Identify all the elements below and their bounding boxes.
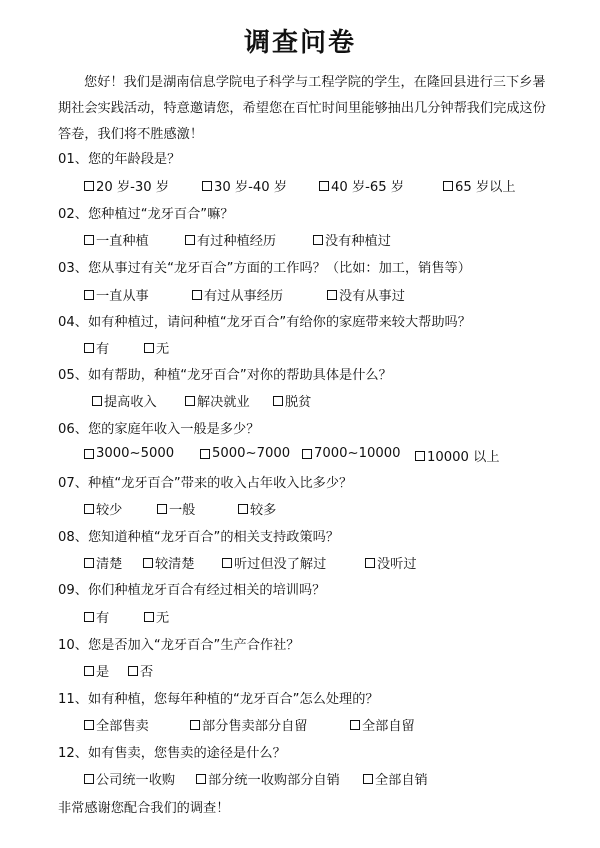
q1-option-3[interactable]: 40 岁-65 岁	[319, 176, 404, 195]
q11-option-1[interactable]: 全部售卖	[84, 715, 149, 734]
q10-option-2[interactable]: 否	[128, 661, 153, 680]
q5-option-1[interactable]: 提高收入	[92, 391, 157, 410]
q10-option-1[interactable]: 是	[84, 661, 109, 680]
checkbox-icon[interactable]	[238, 504, 248, 514]
question-5: 05、如有帮助，种植“龙牙百合”对你的帮助具体是什么？	[58, 368, 392, 383]
question-8: 08、您知道种植“龙牙百合”的相关支持政策吗？	[58, 530, 340, 545]
checkbox-icon[interactable]	[185, 235, 195, 245]
q8-option-1[interactable]: 清楚	[84, 553, 122, 572]
q5-option-2[interactable]: 解决就业	[185, 391, 250, 410]
q9-option-2[interactable]: 无	[144, 607, 169, 626]
checkbox-icon[interactable]	[273, 396, 283, 406]
q6-option-3[interactable]: 7000~10000	[302, 446, 401, 461]
checkbox-icon[interactable]	[84, 612, 94, 622]
q12-option-1[interactable]: 公司统一收购	[84, 769, 175, 788]
question-3: 03、您从事过有关“龙牙百合”方面的工作吗？（比如：加工，销售等）	[58, 261, 471, 276]
q11-option-2[interactable]: 部分售卖部分自留	[190, 715, 308, 734]
q1-option-2[interactable]: 30 岁-40 岁	[202, 176, 287, 195]
q6-option-2[interactable]: 5000~7000	[200, 446, 290, 461]
q4-option-2[interactable]: 无	[144, 338, 169, 357]
checkbox-icon[interactable]	[313, 235, 323, 245]
q7-option-1[interactable]: 较少	[84, 499, 122, 518]
q12-option-3[interactable]: 全部自销	[363, 769, 428, 788]
checkbox-icon[interactable]	[302, 449, 312, 459]
checkbox-icon[interactable]	[196, 774, 206, 784]
q9-option-1[interactable]: 有	[84, 607, 109, 626]
closing-note: 非常感谢您配合我们的调查！	[58, 801, 230, 816]
q8-option-4[interactable]: 没听过	[365, 553, 417, 572]
checkbox-icon[interactable]	[443, 181, 453, 191]
checkbox-icon[interactable]	[84, 720, 94, 730]
checkbox-icon[interactable]	[128, 666, 138, 676]
question-7: 07、种植“龙牙百合”带来的收入占年收入比多少？	[58, 476, 353, 491]
page-title: 调查问卷	[243, 28, 356, 58]
checkbox-icon[interactable]	[365, 558, 375, 568]
q8-option-2[interactable]: 较清楚	[143, 553, 195, 572]
q3-option-3[interactable]: 没有从事过	[327, 285, 405, 304]
q7-option-3[interactable]: 较多	[238, 499, 276, 518]
question-4: 04、如有种植过，请问种植“龙牙百合”有给你的家庭带来较大帮助吗？	[58, 315, 471, 330]
q6-option-1[interactable]: 3000~5000	[84, 446, 174, 461]
q2-option-1[interactable]: 一直种植	[84, 230, 149, 249]
q8-option-3[interactable]: 听过但没了解过	[222, 553, 326, 572]
checkbox-icon[interactable]	[84, 504, 94, 514]
checkbox-icon[interactable]	[143, 558, 153, 568]
checkbox-icon[interactable]	[144, 343, 154, 353]
checkbox-icon[interactable]	[222, 558, 232, 568]
checkbox-icon[interactable]	[192, 290, 202, 300]
q11-option-3[interactable]: 全部自留	[350, 715, 415, 734]
q1-option-4[interactable]: 65 岁以上	[443, 176, 516, 195]
checkbox-icon[interactable]	[200, 449, 210, 459]
intro-text: 您好！我们是湖南信息学院电子科学与工程学院的学生，在隆回县进行三下乡暑期社会实践活动，特意邀请您，希望您在百忙时间里能够抽出几分钟帮我们完成这份答卷，我们将不胜感激！	[58, 75, 546, 142]
q7-option-2[interactable]: 一般	[157, 499, 195, 518]
question-2: 02、您种植过“龙牙百合”嘛？	[58, 207, 234, 222]
question-1: 01、您的年龄段是？	[58, 152, 181, 167]
checkbox-icon[interactable]	[202, 181, 212, 191]
checkbox-icon[interactable]	[84, 235, 94, 245]
q3-option-2[interactable]: 有过从事经历	[192, 285, 283, 304]
q5-option-3[interactable]: 脱贫	[273, 391, 311, 410]
checkbox-icon[interactable]	[190, 720, 200, 730]
checkbox-icon[interactable]	[319, 181, 329, 191]
q3-option-1[interactable]: 一直从事	[84, 285, 149, 304]
question-10: 10、您是否加入“龙牙百合”生产合作社？	[58, 638, 300, 653]
checkbox-icon[interactable]	[84, 449, 94, 459]
q2-option-2[interactable]: 有过种植经历	[185, 230, 276, 249]
checkbox-icon[interactable]	[185, 396, 195, 406]
question-6: 06、您的家庭年收入一般是多少？	[58, 422, 260, 437]
checkbox-icon[interactable]	[327, 290, 337, 300]
checkbox-icon[interactable]	[84, 558, 94, 568]
checkbox-icon[interactable]	[92, 396, 102, 406]
question-12: 12、如有售卖，您售卖的途径是什么？	[58, 746, 286, 761]
checkbox-icon[interactable]	[415, 451, 425, 461]
checkbox-icon[interactable]	[84, 343, 94, 353]
checkbox-icon[interactable]	[84, 666, 94, 676]
checkbox-icon[interactable]	[144, 612, 154, 622]
checkbox-icon[interactable]	[363, 774, 373, 784]
q2-option-3[interactable]: 没有种植过	[313, 230, 391, 249]
question-9: 09、你们种植龙牙百合有经过相关的培训吗？	[58, 583, 326, 598]
q12-option-2[interactable]: 部分统一收购部分自销	[196, 769, 340, 788]
q6-option-4[interactable]: 10000 以上	[415, 446, 500, 465]
question-11: 11、如有种植，您每年种植的“龙牙百合”怎么处理的？	[58, 692, 379, 707]
checkbox-icon[interactable]	[84, 774, 94, 784]
q1-option-1[interactable]: 20 岁-30 岁	[84, 176, 169, 195]
q4-option-1[interactable]: 有	[84, 338, 109, 357]
checkbox-icon[interactable]	[84, 290, 94, 300]
checkbox-icon[interactable]	[157, 504, 167, 514]
checkbox-icon[interactable]	[350, 720, 360, 730]
intro-paragraph	[58, 70, 558, 148]
checkbox-icon[interactable]	[84, 181, 94, 191]
